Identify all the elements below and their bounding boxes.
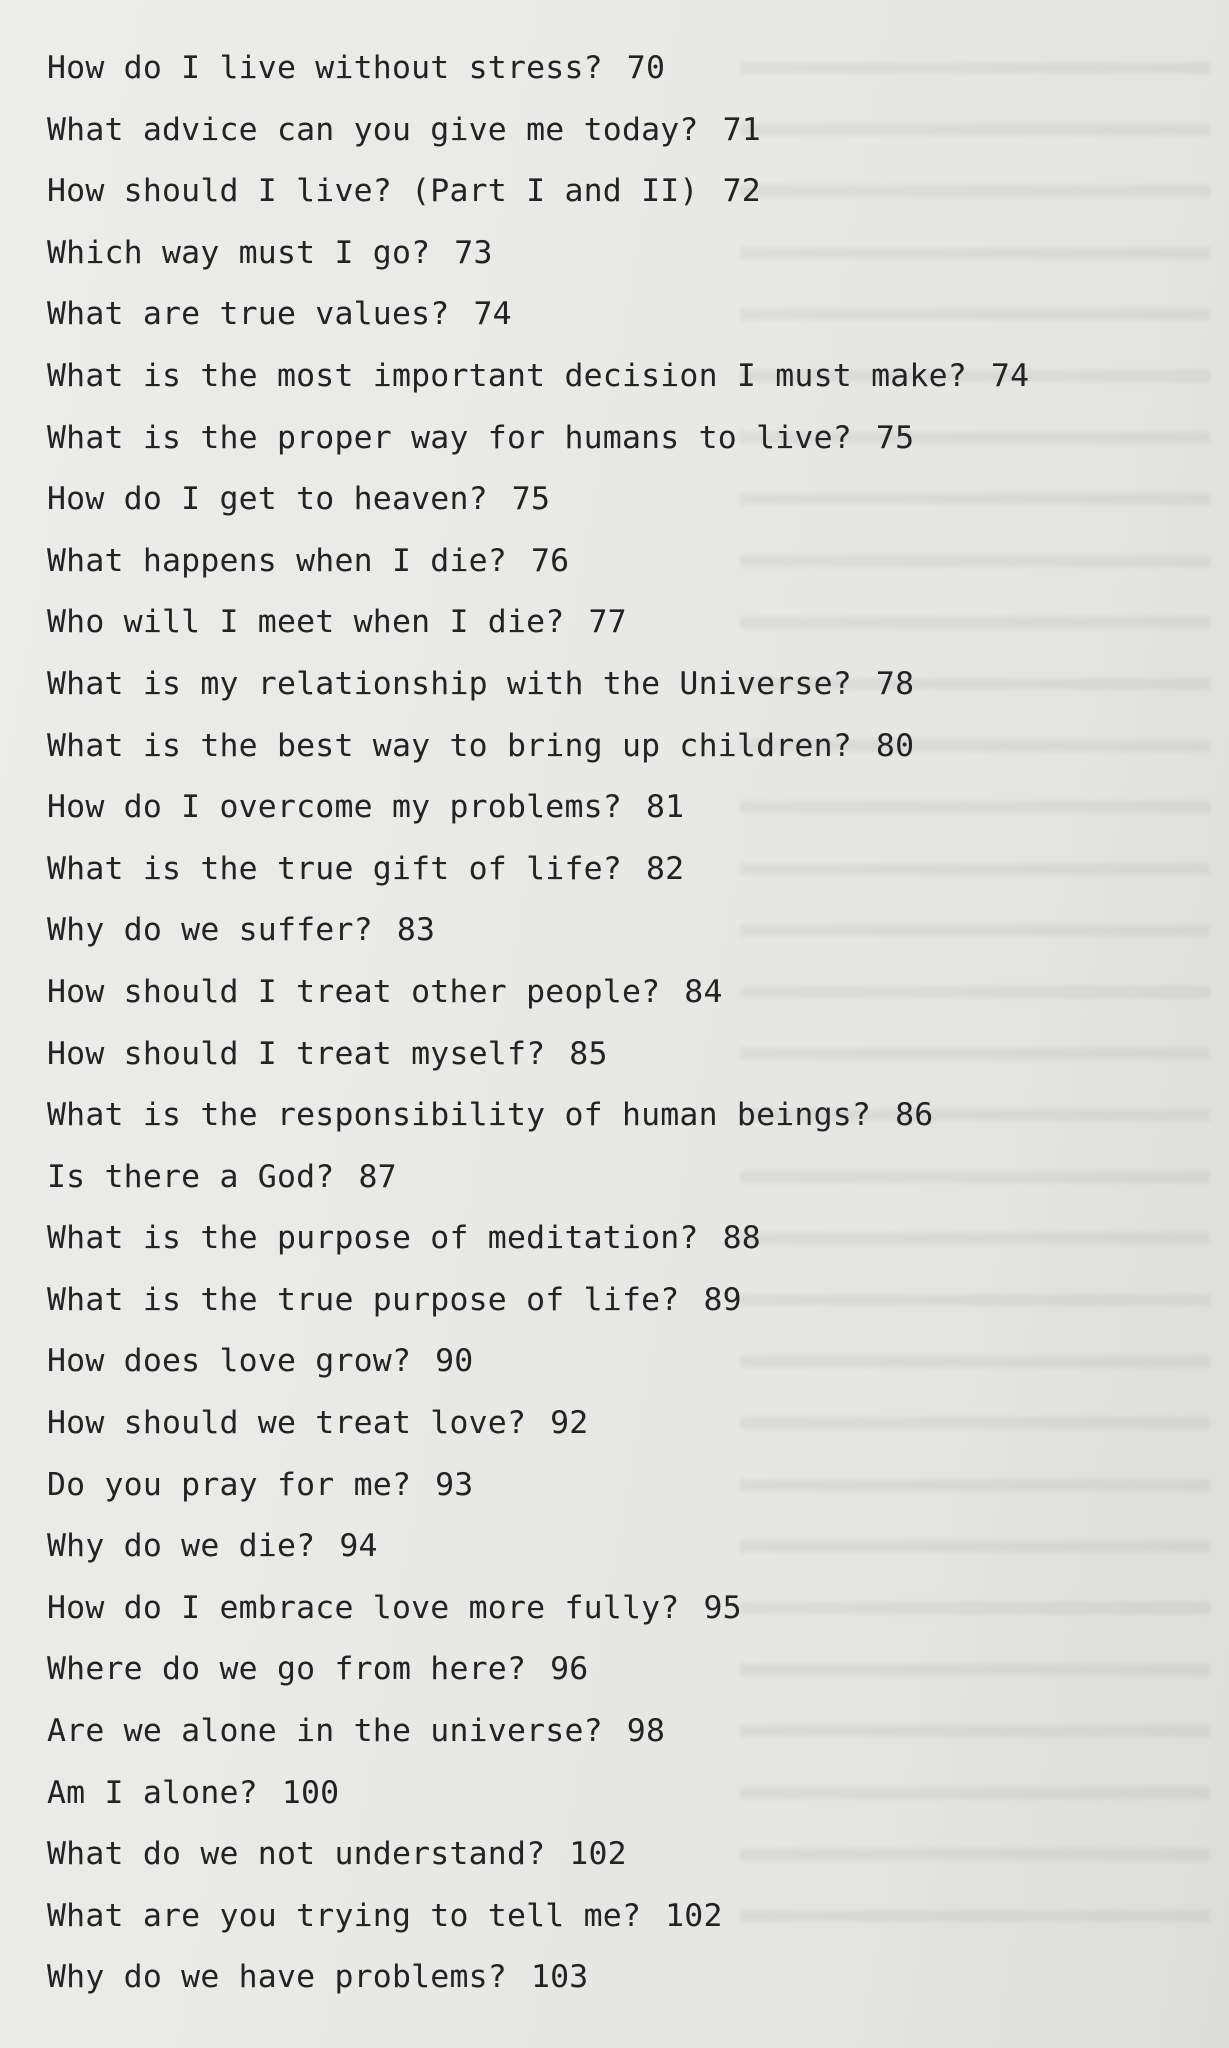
toc-entry-title: What is the purpose of meditation? [47,1220,699,1257]
toc-entry-page-number: 82 [645,850,685,887]
toc-entry-title: How do I embrace love more fully? [47,1589,680,1626]
toc-entry-title: How should I treat other people? [47,973,661,1010]
toc-entry-page-number: 94 [339,1528,378,1565]
toc-entry-page-number: 92 [550,1405,589,1442]
toc-entry-title: Why do we die? [47,1528,316,1565]
toc-entry-page-number: 78 [875,665,915,702]
toc-entry-page-number: 83 [396,912,436,949]
toc-entry-title: What are true values? [47,296,450,333]
toc-entry-page-number: 75 [875,419,915,456]
toc-entry [47,1393,1029,1455]
toc-entry [47,1578,1029,1640]
toc-entry-title: Do you pray for me? [47,1466,412,1503]
toc-entry [47,1208,1029,1270]
toc-entry-title: Am I alone? [47,1774,258,1811]
toc-entry-title: Where do we go from here? [47,1651,527,1688]
toc-entry [47,100,1029,162]
toc-entry [47,408,1029,470]
toc-entry [47,1085,1029,1147]
toc-entry-page-number: 73 [454,234,493,271]
toc-entry [47,38,1029,100]
toc-entry-title: Why do we have problems? [47,1959,507,1996]
toc-entry-page-number: 70 [626,50,666,86]
toc-entry-title: What is the true gift of life? [47,850,622,887]
toc-entry-page-number: 98 [626,1713,666,1750]
toc-entry-page-number: 74 [473,296,512,333]
toc-entry-title: Who will I meet when I die? [47,604,565,641]
toc-entry-page-number: 86 [895,1097,934,1134]
toc-entry-page-number: 75 [511,481,551,518]
toc-entry-page-number: 96 [550,1651,589,1688]
toc-entry [47,1516,1029,1578]
toc-entry-title: What advice can you give me today? [47,111,699,148]
toc-entry-page-number: 89 [703,1281,742,1318]
table-of-contents [47,38,1029,2009]
toc-entry-title: Are we alone in the universe? [47,1713,603,1750]
toc-entry-title: How should I treat myself? [47,1035,546,1072]
toc-entry-title: What do we not understand? [47,1836,546,1873]
toc-entry-page-number: 80 [875,727,915,764]
toc-entry-page-number: 100 [281,1774,340,1811]
toc-entry-title: What is my relationship with the Universe? [47,665,852,702]
toc-entry [47,654,1029,716]
toc-entry-page-number: 81 [645,789,685,826]
toc-entry [47,1701,1029,1763]
toc-entry [47,1824,1029,1886]
toc-entry-title: What happens when I die? [47,542,507,579]
toc-entry-title: What is the proper way for humans to live? [47,419,852,456]
toc-entry-title: How should we treat love? [47,1405,527,1442]
toc-entry [47,1331,1029,1393]
toc-entry [47,1763,1029,1825]
toc-entry [47,1886,1029,1948]
toc-entry-page-number: 84 [684,973,723,1010]
toc-entry [47,900,1029,962]
toc-entry-page-number: 87 [358,1158,397,1195]
toc-entry [47,223,1029,285]
toc-entry-title: How do I overcome my problems? [47,789,622,826]
toc-entry-title: Is there a God? [47,1158,335,1195]
toc-entry-title: How do I live without stress? [47,50,603,86]
toc-entry-title: Which way must I go? [47,234,431,271]
toc-entry-page-number: 90 [435,1343,474,1380]
toc-entry-title: What is the responsibility of human beings? [47,1097,872,1134]
toc-entry [47,1024,1029,1086]
toc-entry [47,592,1029,654]
toc-entry-page-number: 103 [530,1959,589,1996]
toc-entry-page-number: 102 [569,1836,627,1873]
toc-entry-page-number: 77 [588,604,627,641]
toc-entry-page-number: 72 [722,173,761,210]
toc-entry [47,1270,1029,1332]
toc-entry-title: What is the true purpose of life? [47,1281,680,1318]
toc-entry [47,161,1029,223]
toc-entry-page-number: 71 [722,111,761,148]
toc-entry [47,1639,1029,1701]
toc-entry [47,1947,1029,2009]
toc-entry-page-number: 95 [703,1589,742,1626]
toc-entry [47,962,1029,1024]
toc-entry [47,1147,1029,1209]
toc-entry [47,716,1029,778]
toc-entry [47,1455,1029,1517]
toc-entry-page-number: 102 [665,1897,723,1934]
toc-entry-page-number: 93 [435,1466,474,1503]
toc-entry [47,346,1029,408]
toc-entry [47,839,1029,901]
toc-entry-title: How do I get to heaven? [47,481,488,518]
toc-entry-page-number: 88 [722,1220,761,1257]
toc-entry-title: How does love grow? [47,1343,412,1380]
toc-entry-title: What are you trying to tell me? [47,1897,642,1934]
toc-entry-page-number: 76 [530,542,570,579]
toc-entry-title: How should I live? (Part I and II) [47,173,699,210]
toc-entry-page-number: 74 [990,357,1030,394]
toc-entry-page-number: 85 [569,1035,608,1072]
toc-entry [47,777,1029,839]
toc-entry-title: Why do we suffer? [47,912,373,949]
toc-entry [47,469,1029,531]
toc-entry-title: What is the most important decision I must make? [47,357,967,394]
toc-entry-title: What is the best way to bring up children? [47,727,852,764]
toc-entry [47,531,1029,593]
toc-entry [47,284,1029,346]
